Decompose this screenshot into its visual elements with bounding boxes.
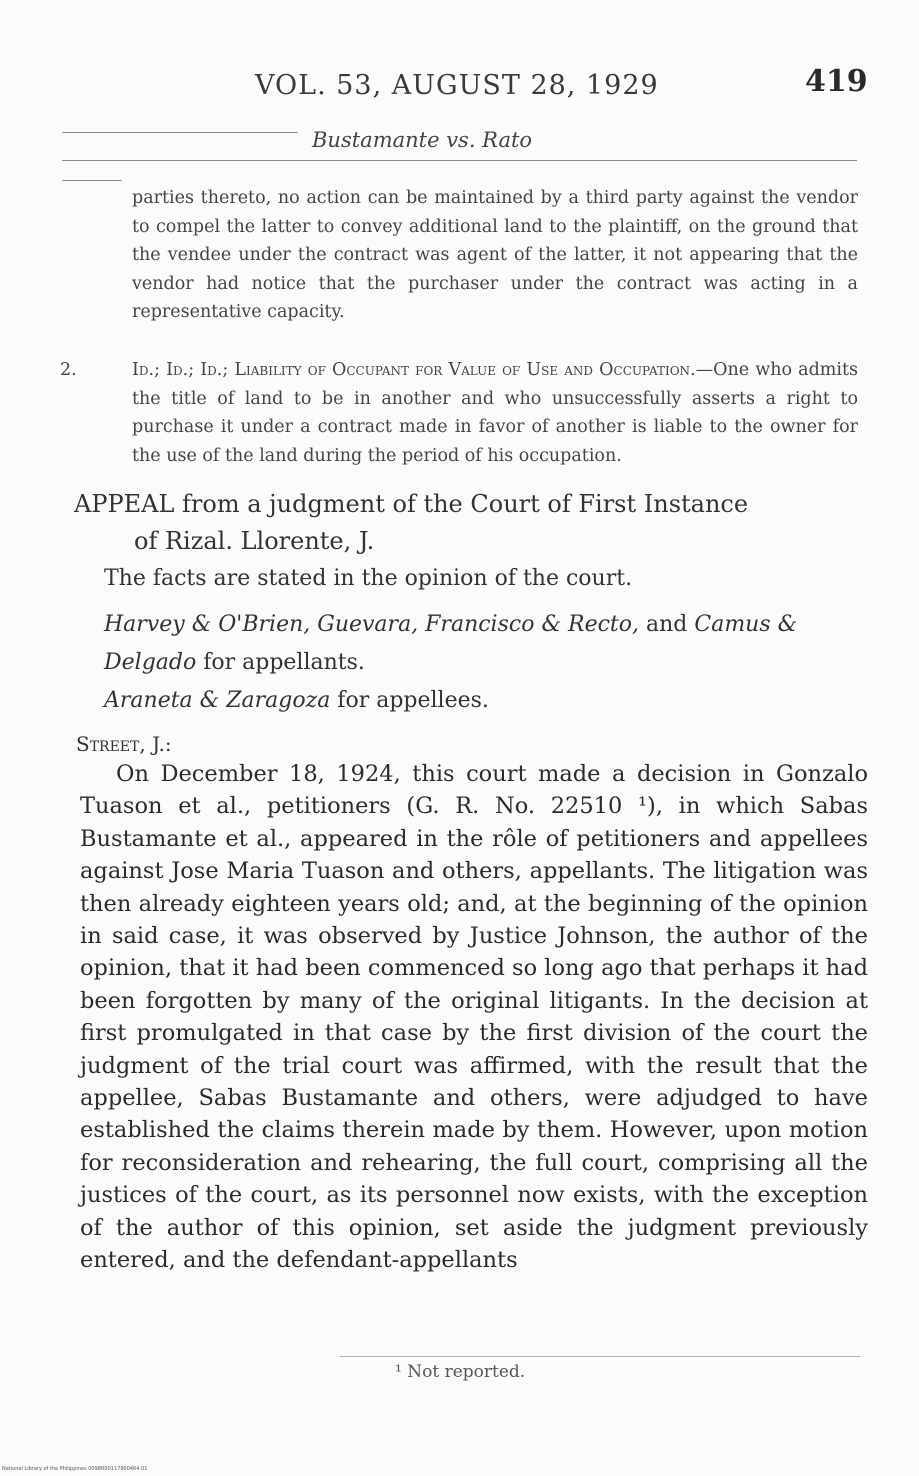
header-rule-short <box>62 180 122 181</box>
appellants-and: and <box>639 612 695 637</box>
appellants-counsel-names-2: Camus & Delgado <box>104 612 798 675</box>
appeal-line-1: APPEAL from a judgment of the Court of First Instance <box>74 490 749 518</box>
syllabus-item-heading: Id.; Id.; Id.; Liability of Occupant for Value of Use and Occupation. <box>132 360 696 380</box>
counsel-appellants <box>104 606 864 682</box>
syllabus-item-2 <box>60 356 858 470</box>
footnote: ¹ Not reported. <box>395 1362 526 1382</box>
appeal-statement <box>74 486 864 560</box>
syllabus-continuation <box>132 184 858 327</box>
syllabus-item-body <box>132 356 858 470</box>
library-stamp: National Library of the Philippines 0098R00117900464.01 <box>2 1466 148 1472</box>
header-rule-bottom <box>62 160 857 161</box>
counsel-appellees <box>104 682 864 720</box>
opinion-body <box>80 758 868 1277</box>
facts-statement: The facts are stated in the opinion of the court. <box>104 566 633 591</box>
running-header-case-title: Bustamante vs. Rato <box>312 128 533 152</box>
running-header-volume: VOL. 53, AUGUST 28, 1929 <box>255 70 659 101</box>
appellees-suffix: for appellees. <box>330 688 489 713</box>
opinion-paragraph: On December 18, 1924, this court made a decision in Gonzalo Tuason et al., petitioners (G. R. No. 22510 ¹), in which Sabas Bustamante et al., appeared in the rôle of petitioners and appellees against Jose Maria Tuason and others, appellants. The litigation was then already eighteen years old; and, at the beginning of the opinion in said case, it was observed by Justice Johnson, the author of the opinion, that it had been commenced so long ago that perhaps it had been forgotten by many of the original litigants. In the decision at first promulgated in that case by the first division of the court the judgment of the trial court was affirmed, with the result that the appellee, Sabas Bustamante and others, were adjudged to have established the claims therein made by them. However, upon motion for reconsideration and rehearing, the full court, comprising all the justices of the court, as its personnel now exists, with the exception of the author of this opinion, set aside the judgment previously entered, and the defendant-appellants <box>80 761 868 1274</box>
syllabus-paragraph: parties thereto, no action can be maintained by a third party against the vendor to compel the latter to convey additional land to the plaintiff, on the ground that the vendee under the contract was agent of the latter, it not appearing that the vendor had notice that the purchaser under the contract was acting in a representative capacity. <box>132 188 858 322</box>
syllabus-item-text: —One who admits the title of land to be in another and who unsuccessfully asserts a right to purchase it under a contract made in favor of another is liable to the owner for the use of the land during the period of his occupation. <box>132 360 858 466</box>
syllabus-item-number: 2. <box>60 360 77 380</box>
footnote-rule <box>340 1356 860 1357</box>
appellees-counsel-names: Araneta & Zaragoza <box>104 688 331 713</box>
header-rule-top <box>62 132 298 133</box>
justice-name: Street, J.: <box>76 732 172 756</box>
appeal-line-2: of Rizal. Llorente, J. <box>134 527 375 555</box>
page-number: 419 <box>805 64 868 99</box>
appellants-counsel-names: Harvey & O'Brien, Guevara, Francisco & Recto, <box>104 612 640 637</box>
counsel-block <box>104 606 864 720</box>
appellants-suffix: for appellants. <box>196 650 365 675</box>
